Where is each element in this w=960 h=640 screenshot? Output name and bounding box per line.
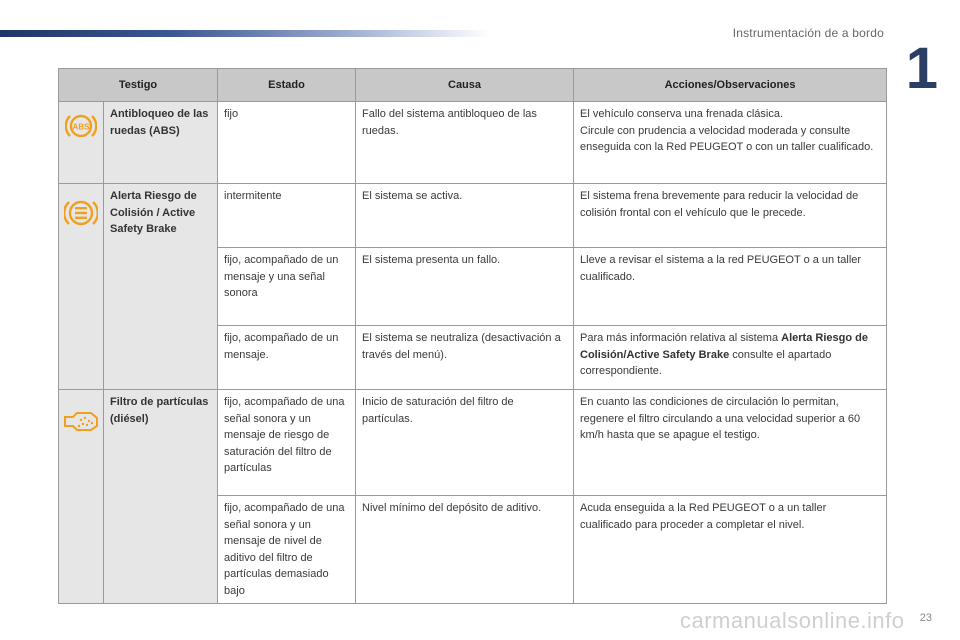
collision-action-1: El sistema frena brevemente para reducir la velocidad de colisión frontal con el vehículo que le precede. [574,184,887,248]
collision-cause-2: El sistema presenta un fallo. [356,248,574,326]
dpf-action-1: En cuanto las condiciones de circulación lo permitan, regenere el filtro circulando a una velocidad superior a 60 km/h hasta que se apague el testigo. [574,390,887,496]
dpf-cause-1: Inicio de saturación del filtro de partículas. [356,390,574,496]
collision-action-2: Lleve a revisar el sistema a la red PEUGEOT o a un taller cualificado. [574,248,887,326]
dpf-state-2: fijo, acompañado de una señal sonora y un mensaje de nivel de aditivo del filtro de partículas demasiado bajo [218,496,356,604]
collision-action-3 [574,326,887,390]
abs-action [574,102,887,184]
watermark: carmanualsonline.info [680,608,905,633]
dpf-state-1: fijo, acompañado de una señal sonora y un mensaje de riesgo de saturación del filtro de partículas [218,390,356,496]
dpf-icon-cell [59,390,104,604]
abs-name: Antibloqueo de las ruedas (ABS) [104,102,218,184]
collision-action-3-pre: Para más información relativa al sistema [580,332,782,344]
abs-icon-cell [59,102,104,184]
dpf-action-2: Acuda enseguida a la Red PEUGEOT o a un taller cualificado para proceder a completar el nivel. [574,496,887,604]
chapter-number: 1 [905,36,938,101]
column-header-testigo: Testigo [59,69,218,102]
abs-state: fijo [218,102,356,184]
collision-icon-cell [59,184,104,390]
collision-cause-3: El sistema se neutraliza (desactivación a través del menú). [356,326,574,390]
table-row [59,102,887,184]
collision-action-3-post: consulte el apartado correspondiente. [580,348,832,377]
header-gradient-bar [0,30,490,37]
dpf-name: Filtro de partículas (diésel) [104,390,218,604]
collision-name: Alerta Riesgo de Colisión / Active Safety Brake [104,184,218,390]
svg-text:ABS: ABS [72,122,90,132]
abs-warning-icon [59,112,103,140]
collision-state-2: fijo, acompañado de un mensaje y una señal sonora [218,248,356,326]
abs-action-line-1: El vehículo conserva una frenada clásica. [580,108,784,120]
table-header-row [59,69,887,102]
table-row [59,184,887,248]
page-number: 23 [919,612,932,624]
column-header-estado: Estado [218,69,356,102]
collision-state-1: intermitente [218,184,356,248]
column-header-causa: Causa [356,69,574,102]
column-header-acciones: Acciones/Observaciones [574,69,887,102]
table-row [59,390,887,496]
collision-cause-1: El sistema se activa. [356,184,574,248]
collision-state-3: fijo, acompañado de un mensaje. [218,326,356,390]
collision-action-3-bold: Alerta Riesgo de Colisión/Active Safety Brake [580,332,868,361]
dpf-cause-2: Nivel mínimo del depósito de aditivo. [356,496,574,604]
collision-alert-icon [59,198,103,228]
section-title: Instrumentación de a bordo [732,26,884,40]
abs-action-line-2: Circule con prudencia a velocidad moderada y consulte enseguida con la Red PEUGEOT o con un taller cualificado. [580,124,874,153]
abs-cause: Fallo del sistema antibloqueo de las ruedas. [356,102,574,184]
particle-filter-icon [59,410,103,432]
warning-lights-table [58,68,887,604]
